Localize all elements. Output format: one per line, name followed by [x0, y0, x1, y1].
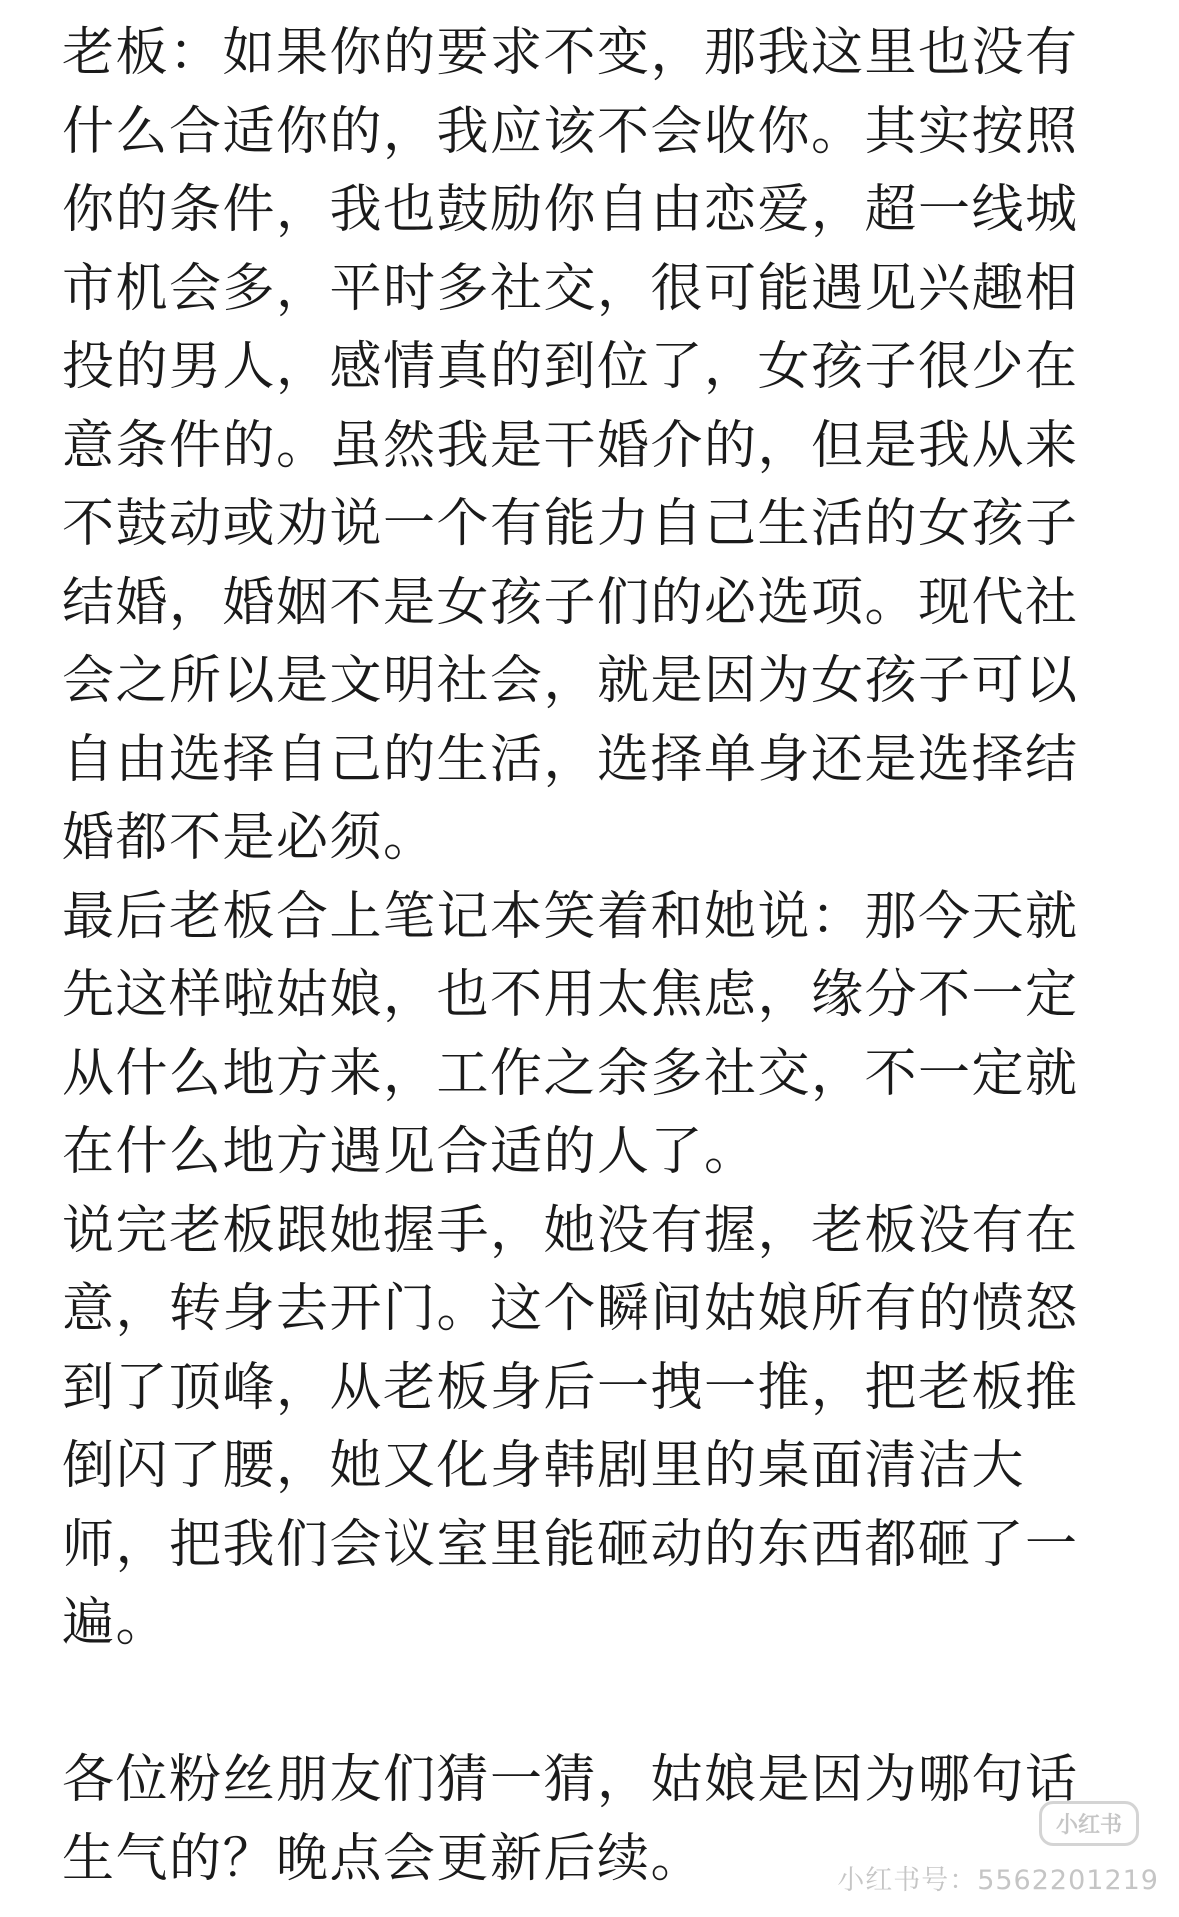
text-line: 师，把我们会议室里能砸动的东西都砸了一	[62, 1514, 1079, 1575]
text-line: 倒闪了腰，她又化身韩剧里的桌面清洁大	[62, 1436, 1026, 1496]
text-line: 说完老板跟她握手，她没有握，老板没有在	[62, 1200, 1079, 1261]
paragraph-1	[62, 14, 1122, 878]
text-line: 从什么地方来，工作之余多社交，不一定就	[62, 1043, 1079, 1104]
text-line: 婚都不是必须。	[62, 808, 437, 868]
text-line: 自由选择自己的生活，选择单身还是选择结	[62, 729, 1079, 790]
paragraph-2	[62, 878, 1122, 1192]
watermark	[837, 1801, 1159, 1897]
text-line: 遍。	[62, 1593, 170, 1653]
text-line: 各位粉丝朋友们猜一猜，姑娘是因为哪句话	[62, 1750, 1079, 1810]
text-line: 在什么地方遇见合适的人了。	[62, 1122, 758, 1182]
text-line: 生气的？晚点会更新后续。	[62, 1828, 705, 1889]
text-line: 什么合适你的，我应该不会收你。其实按照	[62, 101, 1079, 162]
text-line: 先这样啦姑娘，也不用太焦虑，缘分不一定	[62, 965, 1079, 1025]
text-line: 你的条件，我也鼓励你自由恋爱，超一线城	[62, 180, 1079, 240]
text-line: 市机会多，平时多社交，很可能遇见兴趣相	[62, 258, 1079, 319]
text-line: 不鼓动或劝说一个有能力自己生活的女孩子	[62, 494, 1079, 554]
text-line: 意，转身去开门。这个瞬间姑娘所有的愤怒	[62, 1279, 1079, 1339]
paragraph-gap	[62, 1663, 1122, 1742]
watermark-logo: 小红书	[1039, 1801, 1139, 1846]
text-line: 结婚，婚姻不是女孩子们的必选项。现代社	[62, 572, 1079, 633]
text-line: 投的男人，感情真的到位了，女孩子很少在	[62, 337, 1079, 397]
paragraph-3	[62, 1192, 1122, 1663]
watermark-id: 小红书号：5562201219	[837, 1865, 1159, 1896]
text-line: 意条件的。虽然我是干婚介的，但是我从来	[62, 415, 1079, 476]
text-line: 老板：如果你的要求不变，那我这里也没有	[62, 23, 1079, 83]
text-line: 到了顶峰，从老板身后一拽一推，把老板推	[62, 1357, 1079, 1418]
text-line: 会之所以是文明社会，就是因为女孩子可以	[62, 651, 1079, 711]
article-body	[62, 14, 1122, 1898]
text-line: 最后老板合上笔记本笑着和她说：那今天就	[62, 886, 1079, 947]
